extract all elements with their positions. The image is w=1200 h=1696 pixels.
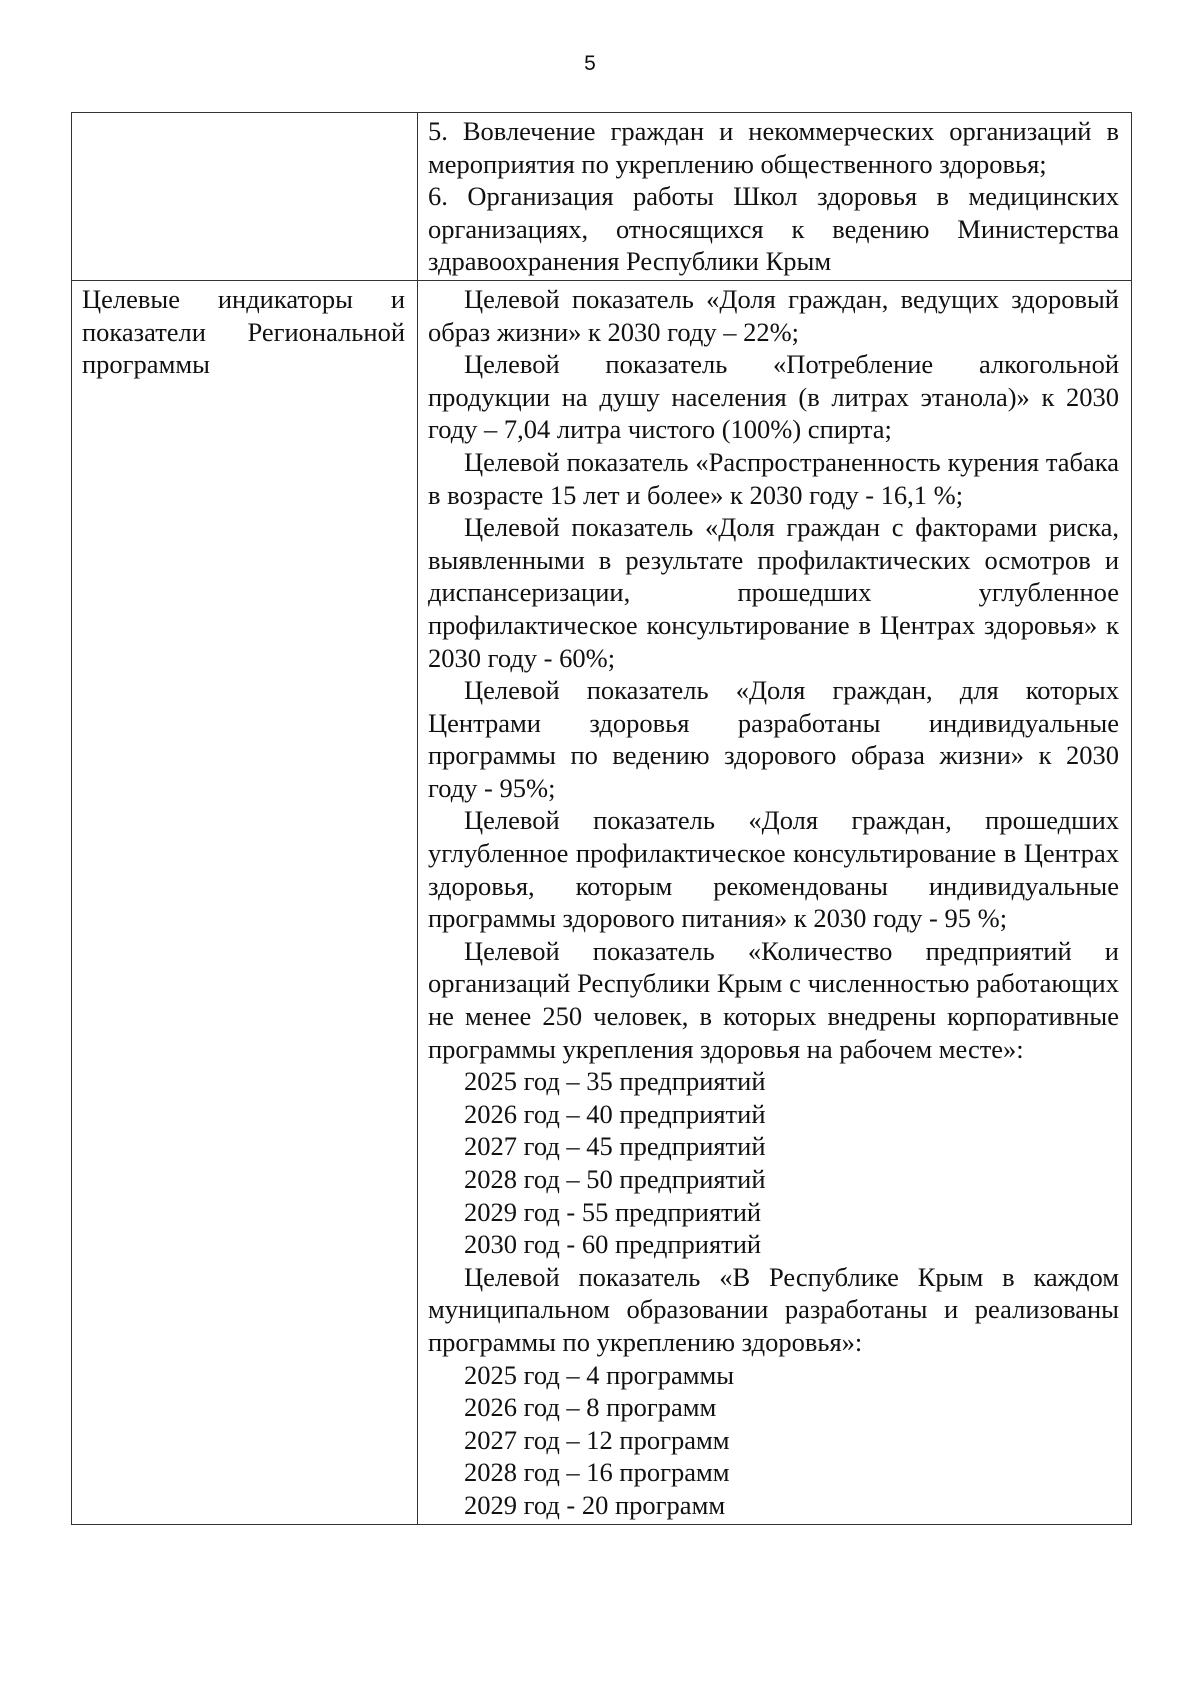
list-item: 2027 год – 45 предприятий <box>464 1131 766 1162</box>
list-item: 2026 год – 8 программ <box>464 1392 717 1423</box>
list-item: 2030 год - 60 предприятий <box>464 1229 762 1260</box>
indicator-risk-factors: Целевой показатель «Доля граждан с факторами риска, выявленными в результате профилактических осмотров и диспансеризации, прошедших углубленное профилактическое консультирование в Центрах здоровья» к 2030 году - 60%; <box>428 512 1119 673</box>
list-item: 2025 год – 4 программы <box>464 1359 735 1390</box>
list-item: 2029 год - 55 предприятий <box>464 1196 762 1227</box>
list-item: 2026 год – 40 предприятий <box>464 1098 766 1129</box>
list-item: 2029 год - 20 программ <box>464 1489 726 1520</box>
indicator-individual-programs: Целевой показатель «Доля граждан, для которых Центрами здоровья разработаны индивидуальные программы по ведению здорового образа жизни» к 2030 году - 95%; <box>428 675 1119 803</box>
indicator-municipal-programs: Целевой показатель «В Республике Крым в каждом муниципальном образовании разработаны и реализованы программы по укреплению здоровья»: <box>428 1261 1119 1357</box>
task-6-text: 6. Организация работы Школ здоровья в медицинских организациях, относящихся к ведению Министерства здравоохранения Республики Крым <box>428 181 1119 277</box>
table-row <box>72 113 1132 281</box>
indicator-alcohol: Целевой показатель «Потребление алкогольной продукции на душу населения (в литрах этанола)» к 2030 году – 7,04 литра чистого (100%) спирта; <box>428 349 1119 445</box>
list-item: 2025 год – 35 предприятий <box>464 1066 766 1097</box>
indicator-nutrition-programs: Целевой показатель «Доля граждан, прошедших углубленное профилактическое консультирование в Центрах здоровья, которым рекомендованы индивидуальные программы здорового питания» к 2030 году - 95 %; <box>428 805 1119 934</box>
indicators-heading-cell: Целевые индикаторы и показатели Региональной программы <box>72 280 418 1524</box>
task-5-text: 5. Вовлечение граждан и некоммерческих организаций в мероприятия по укреплению общественного здоровья; <box>428 116 1119 179</box>
list-item: 2028 год – 16 программ <box>464 1457 730 1488</box>
indicator-smoking: Целевой показатель «Распространенность курения табака в возрасте 15 лет и более» к 2030 году - 16,1 %; <box>428 446 1119 510</box>
page-number: 5 <box>584 52 596 75</box>
indicator-healthy-lifestyle: Целевой показатель «Доля граждан, ведущих здоровый образ жизни» к 2030 году – 22%; <box>428 283 1119 347</box>
indicator-enterprises: Целевой показатель «Количество предприятий и организаций Республики Крым с численностью работающих не менее 250 человек, в которых внедрены корпоративные программы укрепления здоровья на рабочем месте»: <box>428 935 1119 1064</box>
program-passport-table <box>71 112 1132 1525</box>
row1-left-cell <box>72 113 418 281</box>
indicators-cell <box>418 280 1132 1524</box>
row1-right-cell <box>418 113 1132 281</box>
table-row <box>72 280 1132 1524</box>
list-item: 2027 год – 12 программ <box>464 1424 730 1455</box>
list-item: 2028 год – 50 предприятий <box>464 1164 766 1194</box>
